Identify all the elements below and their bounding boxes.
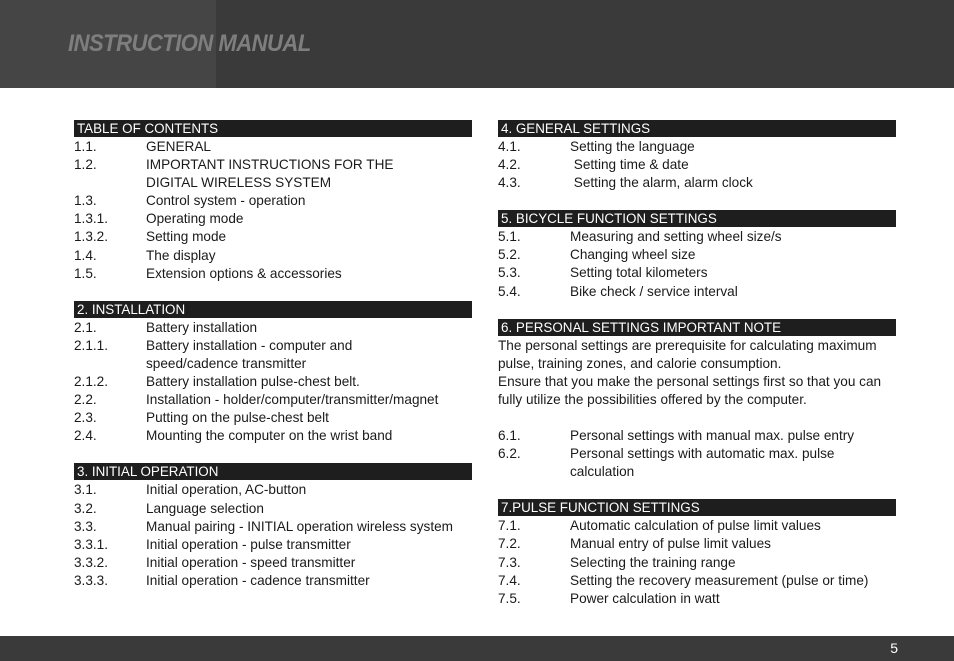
entry-number: 2.1.2. bbox=[74, 374, 109, 390]
entry-text: Mounting the computer on the wrist band bbox=[146, 428, 393, 444]
toc-entry[interactable] bbox=[498, 228, 896, 246]
entry-text: Selecting the training range bbox=[570, 554, 736, 570]
entry-text: Bike check / service interval bbox=[570, 283, 738, 299]
entry-text: Automatic calculation of pulse limit values bbox=[570, 518, 821, 534]
entry-number: 5.1. bbox=[498, 229, 521, 245]
entry-number: 2.4. bbox=[74, 428, 97, 444]
entry-number: 5.3. bbox=[498, 265, 521, 281]
toc-entry[interactable] bbox=[498, 138, 896, 156]
entry-number: 3.2. bbox=[74, 500, 97, 516]
entry-number: 2.3. bbox=[74, 410, 97, 426]
entry-number: 6.2. bbox=[498, 446, 521, 462]
toc-section bbox=[74, 120, 472, 283]
entry-text: Battery installation pulse-chest belt. bbox=[146, 374, 360, 390]
toc-entry[interactable] bbox=[498, 156, 896, 174]
entry-text: Setting time & date bbox=[570, 157, 689, 173]
toc-entry[interactable] bbox=[74, 210, 472, 228]
toc-entry[interactable] bbox=[74, 373, 472, 391]
entry-text: Manual pairing - INITIAL operation wireless system bbox=[146, 518, 453, 534]
section-heading: 3. INITIAL OPERATION bbox=[74, 463, 472, 480]
installation-section bbox=[74, 301, 472, 446]
entry-number: 4.3. bbox=[498, 175, 521, 191]
section-heading: 4. GENERAL SETTINGS bbox=[498, 120, 896, 137]
initial-operation-section bbox=[74, 463, 472, 590]
entry-text: Setting mode bbox=[146, 229, 227, 245]
entry-text: Setting total kilometers bbox=[570, 265, 708, 281]
toc-entry[interactable] bbox=[74, 572, 472, 590]
section-heading: 7.PULSE FUNCTION SETTINGS bbox=[498, 499, 896, 516]
entry-number: 5.4. bbox=[498, 283, 521, 299]
left-column bbox=[74, 120, 472, 608]
note-paragraph: Ensure that you make the personal settings first so that you can fully utilize the possibilities offered by the computer. bbox=[498, 373, 882, 407]
entry-text: Extension options & accessories bbox=[146, 265, 342, 281]
page-title: INSTRUCTION MANUAL bbox=[68, 30, 311, 57]
toc-entry[interactable] bbox=[74, 337, 472, 373]
entry-text: Initial operation, AC-button bbox=[146, 482, 307, 498]
toc-entry[interactable] bbox=[74, 228, 472, 246]
entry-text: Battery installation - computer and speed/cadence transmitter bbox=[146, 337, 353, 371]
toc-entry[interactable] bbox=[498, 572, 896, 590]
toc-entry[interactable] bbox=[498, 283, 896, 301]
entry-number: 3.3. bbox=[74, 518, 97, 534]
toc-entry[interactable] bbox=[74, 265, 472, 283]
right-column bbox=[498, 120, 896, 626]
entry-text: Putting on the pulse-chest belt bbox=[146, 410, 329, 426]
section-heading: TABLE OF CONTENTS bbox=[74, 120, 472, 137]
entry-text: Power calculation in watt bbox=[570, 590, 720, 606]
entry-text: Setting the alarm, alarm clock bbox=[570, 175, 753, 191]
section-heading: 2. INSTALLATION bbox=[74, 301, 472, 318]
entry-number: 2.1.1. bbox=[74, 337, 109, 353]
entry-text: Manual entry of pulse limit values bbox=[570, 536, 771, 552]
entry-number: 1.1. bbox=[74, 139, 97, 154]
entry-number: 1.3.1. bbox=[74, 211, 109, 227]
general-settings-section bbox=[498, 120, 896, 192]
spacer bbox=[498, 409, 896, 427]
entry-text: Operating mode bbox=[146, 211, 244, 227]
entry-number: 3.3.2. bbox=[74, 554, 109, 570]
entry-number: 2.2. bbox=[74, 392, 97, 408]
toc-entry[interactable] bbox=[74, 481, 472, 499]
entry-text: Initial operation - speed transmitter bbox=[146, 554, 356, 570]
entry-number: 1.5. bbox=[74, 265, 97, 281]
toc-entry[interactable] bbox=[74, 518, 472, 536]
page-number: 5 bbox=[890, 640, 898, 656]
bicycle-settings-section bbox=[498, 210, 896, 300]
toc-entry[interactable] bbox=[498, 427, 896, 445]
toc-entry[interactable] bbox=[74, 319, 472, 337]
footer-bar bbox=[0, 636, 954, 661]
entry-number: 3.3.3. bbox=[74, 572, 109, 588]
entry-number: 2.1. bbox=[74, 319, 97, 335]
pulse-settings-section bbox=[498, 499, 896, 607]
toc-entry[interactable] bbox=[74, 409, 472, 427]
entry-number: 4.1. bbox=[498, 139, 521, 154]
entry-number: 4.2. bbox=[498, 157, 521, 173]
entry-text: Changing wheel size bbox=[570, 247, 696, 263]
entry-text: Setting the language bbox=[570, 139, 695, 154]
toc-entry[interactable] bbox=[74, 427, 472, 445]
entry-number: 1.4. bbox=[74, 247, 97, 263]
header-bar bbox=[0, 0, 954, 88]
toc-entry[interactable] bbox=[498, 445, 896, 481]
toc-entry[interactable] bbox=[498, 174, 896, 192]
toc-entry[interactable] bbox=[74, 192, 472, 210]
section-heading: 6. PERSONAL SETTINGS IMPORTANT NOTE bbox=[498, 319, 896, 336]
entry-text: Setting the recovery measurement (pulse or time) bbox=[570, 572, 869, 588]
entry-number: 7.4. bbox=[498, 572, 521, 588]
toc-entry[interactable] bbox=[498, 264, 896, 282]
toc-entry[interactable] bbox=[74, 536, 472, 554]
entry-text: Personal settings with automatic max. pulse calculation bbox=[570, 446, 835, 480]
toc-entry[interactable] bbox=[74, 138, 472, 156]
entry-number: 3.1. bbox=[74, 482, 97, 498]
entry-number: 3.3.1. bbox=[74, 536, 109, 552]
entry-text: The display bbox=[146, 247, 216, 263]
toc-entry[interactable] bbox=[498, 554, 896, 572]
entry-number: 7.3. bbox=[498, 554, 521, 570]
entry-text: GENERAL bbox=[146, 139, 211, 154]
toc-entry[interactable] bbox=[498, 517, 896, 535]
entry-text: Battery installation bbox=[146, 319, 258, 335]
toc-entry[interactable] bbox=[74, 156, 472, 192]
entry-text: Installation - holder/computer/transmitter/magnet bbox=[146, 392, 439, 408]
entry-number: 7.2. bbox=[498, 536, 521, 552]
entry-text: Control system - operation bbox=[146, 193, 306, 209]
toc-entry[interactable] bbox=[498, 590, 896, 608]
entry-number: 6.1. bbox=[498, 428, 521, 444]
entry-text: Initial operation - cadence transmitter bbox=[146, 572, 370, 588]
toc-entry[interactable] bbox=[74, 247, 472, 265]
note-paragraph: The personal settings are prerequisite for calculating maximum pulse, training zones, and calorie consumption. bbox=[498, 337, 877, 371]
section-heading: 5. BICYCLE FUNCTION SETTINGS bbox=[498, 210, 896, 227]
toc-entry[interactable] bbox=[74, 500, 472, 518]
entry-text: Initial operation - pulse transmitter bbox=[146, 536, 351, 552]
entry-number: 1.2. bbox=[74, 157, 97, 173]
entry-text: IMPORTANT INSTRUCTIONS FOR THE DIGITAL WIRELESS SYSTEM bbox=[146, 157, 394, 191]
toc-entry[interactable] bbox=[498, 535, 896, 553]
entry-text: Measuring and setting wheel size/s bbox=[570, 229, 782, 245]
entry-text: Language selection bbox=[146, 500, 264, 516]
toc-entry[interactable] bbox=[498, 246, 896, 264]
entry-number: 7.5. bbox=[498, 590, 521, 606]
entry-number: 5.2. bbox=[498, 247, 521, 263]
toc-entry[interactable] bbox=[74, 554, 472, 572]
toc-entry[interactable] bbox=[74, 391, 472, 409]
entry-number: 1.3.2. bbox=[74, 229, 109, 245]
personal-settings-section bbox=[498, 319, 896, 482]
entry-number: 1.3. bbox=[74, 193, 97, 209]
entry-text: Personal settings with manual max. pulse entry bbox=[570, 428, 855, 444]
entry-number: 7.1. bbox=[498, 518, 521, 534]
